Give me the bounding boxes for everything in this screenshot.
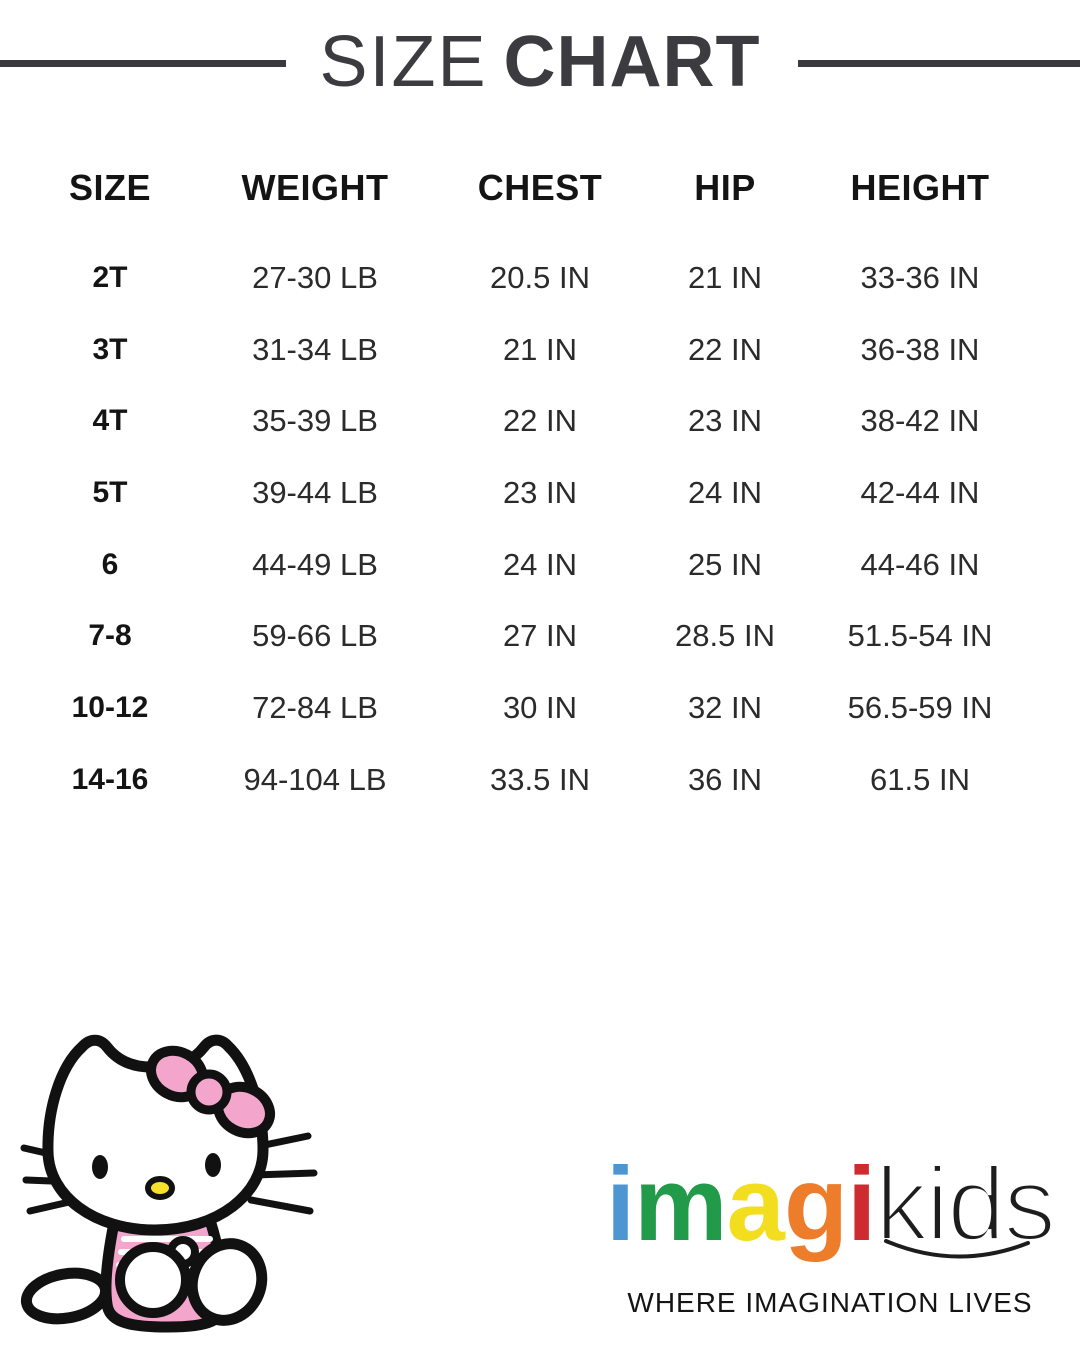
- measurement-value: 30 IN: [502, 689, 578, 725]
- measurement-value: 23 IN: [502, 474, 578, 510]
- measurement-value: 44-46 IN: [860, 546, 980, 582]
- measurement-value: 22 IN: [502, 403, 578, 439]
- measurement-value: 27-30 LB: [252, 259, 378, 295]
- column-header-size: SIZE: [68, 167, 151, 208]
- size-table: [20, 158, 1060, 816]
- measurement-value: 33.5 IN: [490, 761, 590, 797]
- row-size-label: 5T: [92, 475, 128, 509]
- measurement-value: 31-34 LB: [252, 331, 378, 367]
- title-rule-right: [798, 60, 1080, 67]
- measurement-value: 32 IN: [687, 689, 763, 725]
- measurement-value: 72-84 LB: [252, 689, 378, 725]
- measurement-value: 33-36 IN: [860, 259, 980, 295]
- nose: [148, 1179, 172, 1197]
- right-eye: [205, 1153, 221, 1177]
- measurement-value: 56.5-59 IN: [847, 689, 993, 725]
- measurement-value: 38-42 IN: [860, 403, 980, 439]
- size-table-header-row: [20, 158, 1060, 218]
- whisker-right-3: [251, 1200, 310, 1211]
- row-size-label: 7-8: [88, 619, 132, 653]
- hello-kitty-illustration: [20, 1022, 320, 1347]
- measurement-value: 35-39 LB: [252, 403, 378, 439]
- title-word-size: SIZE: [319, 22, 488, 102]
- brand-kids: kids: [875, 1146, 1055, 1263]
- measurement-value: 20.5 IN: [490, 259, 590, 295]
- smile-icon: [882, 1237, 1032, 1271]
- row-size-label: 2T: [92, 260, 128, 294]
- measurement-value: 27 IN: [502, 618, 578, 654]
- measurement-value: 21 IN: [687, 259, 763, 295]
- row-size-label: 10-12: [71, 690, 149, 724]
- title-word-chart: CHART: [503, 22, 761, 102]
- measurement-value: 22 IN: [687, 331, 763, 367]
- measurement-value: 28.5 IN: [675, 618, 775, 654]
- brand-logo: [590, 1146, 1070, 1319]
- measurement-value: 24 IN: [687, 474, 763, 510]
- brand-imagi: [606, 1146, 875, 1263]
- size-table-body: [20, 242, 1060, 816]
- measurement-value: 21 IN: [502, 331, 578, 367]
- measurement-value: 25 IN: [687, 546, 763, 582]
- column-header-chest: CHEST: [477, 167, 603, 208]
- row-size-label: 3T: [92, 332, 128, 366]
- measurement-value: 23 IN: [687, 403, 763, 439]
- measurement-value: 36 IN: [687, 761, 763, 797]
- left-foot: [23, 1267, 109, 1324]
- title-band: [0, 0, 1080, 130]
- measurement-value: 44-49 LB: [252, 546, 378, 582]
- column-header-hip: HIP: [694, 167, 756, 208]
- row-size-label: 4T: [92, 404, 128, 438]
- column-header-weight: WEIGHT: [241, 167, 389, 208]
- brand-wordmark: [605, 1146, 1055, 1263]
- brand-letter-4: g: [783, 1146, 848, 1263]
- brand-letter-5: i: [847, 1146, 876, 1263]
- measurement-value: 39-44 LB: [252, 474, 378, 510]
- measurement-value: 94-104 LB: [243, 761, 387, 797]
- brand-letter-2: m: [634, 1146, 727, 1263]
- measurement-value: 61.5 IN: [870, 761, 970, 797]
- left-eye: [92, 1155, 108, 1179]
- measurement-value: 51.5-54 IN: [847, 618, 993, 654]
- column-header-height: HEIGHT: [850, 167, 990, 208]
- cup: [120, 1247, 186, 1313]
- measurement-value: 59-66 LB: [252, 618, 378, 654]
- brand-letter-1: i: [605, 1146, 635, 1263]
- measurement-value: 42-44 IN: [860, 474, 980, 510]
- bow-knot: [191, 1074, 227, 1110]
- brand-letter-3: a: [726, 1146, 784, 1263]
- measurement-value: 36-38 IN: [860, 331, 980, 367]
- measurement-value: 24 IN: [502, 546, 578, 582]
- brand-tagline: WHERE IMAGINATION LIVES: [627, 1287, 1033, 1318]
- row-size-label: 6: [101, 547, 119, 581]
- row-size-label: 14-16: [71, 762, 149, 796]
